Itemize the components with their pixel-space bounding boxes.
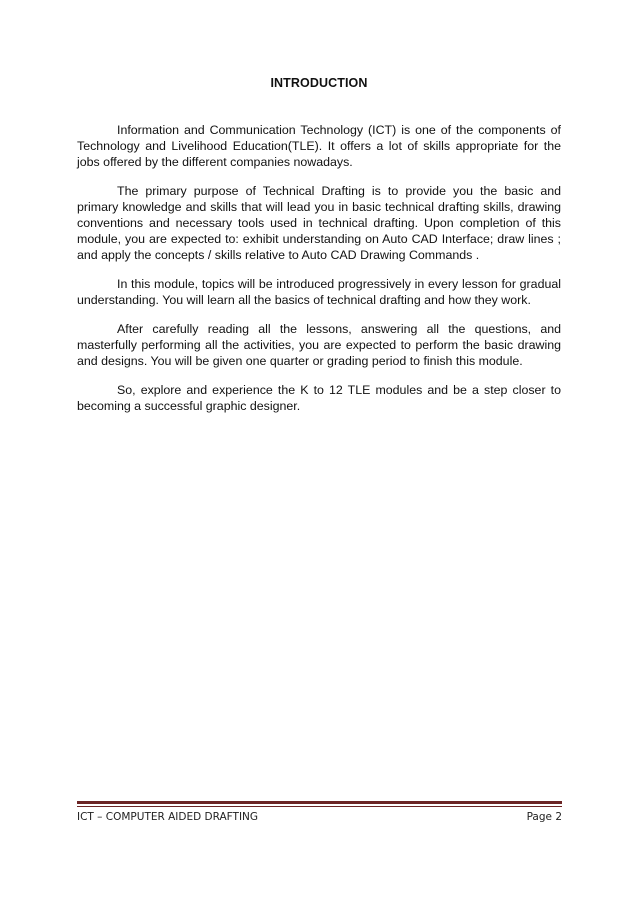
footer-divider-thin bbox=[77, 806, 562, 807]
paragraph-4: After carefully reading all the lessons, answering all the questions, and masterfully performing all the activities, you are expected to perform the basic drawing and designs. You will be given one quarter or grading period to finish this module. bbox=[77, 322, 561, 368]
paragraph-2: The primary purpose of Technical Drafting is to provide you the basic and primary knowledge and skills that will lead you in basic technical drafting skills, drawing conventions and necessary tools used in technical drafting. Upon completion of this module, you are expected to: exhibit understanding on Auto CAD Interface; draw lines ; and apply the concepts / skills relative to Auto CAD Drawing Commands . bbox=[77, 184, 561, 262]
page-title: INTRODUCTION bbox=[270, 76, 368, 90]
paragraph-5: So, explore and experience the K to 12 TLE modules and be a step closer to becoming a successful graphic designer. bbox=[77, 383, 561, 413]
footer-module-title: ICT – COMPUTER AIDED DRAFTING bbox=[77, 811, 259, 823]
footer-divider-thick bbox=[77, 801, 562, 804]
footer-page-number: Page 2 bbox=[526, 811, 562, 823]
body-text bbox=[77, 122, 561, 427]
paragraph-1: Information and Communication Technology (ICT) is one of the components of Technology and Livelihood Education(TLE). It offers a lot of skills appropriate for the jobs offered by the different companies nowadays. bbox=[77, 123, 561, 169]
paragraph-3: In this module, topics will be introduced progressively in every lesson for gradual understanding. You will learn all the basics of technical drafting and how they work. bbox=[77, 277, 561, 307]
